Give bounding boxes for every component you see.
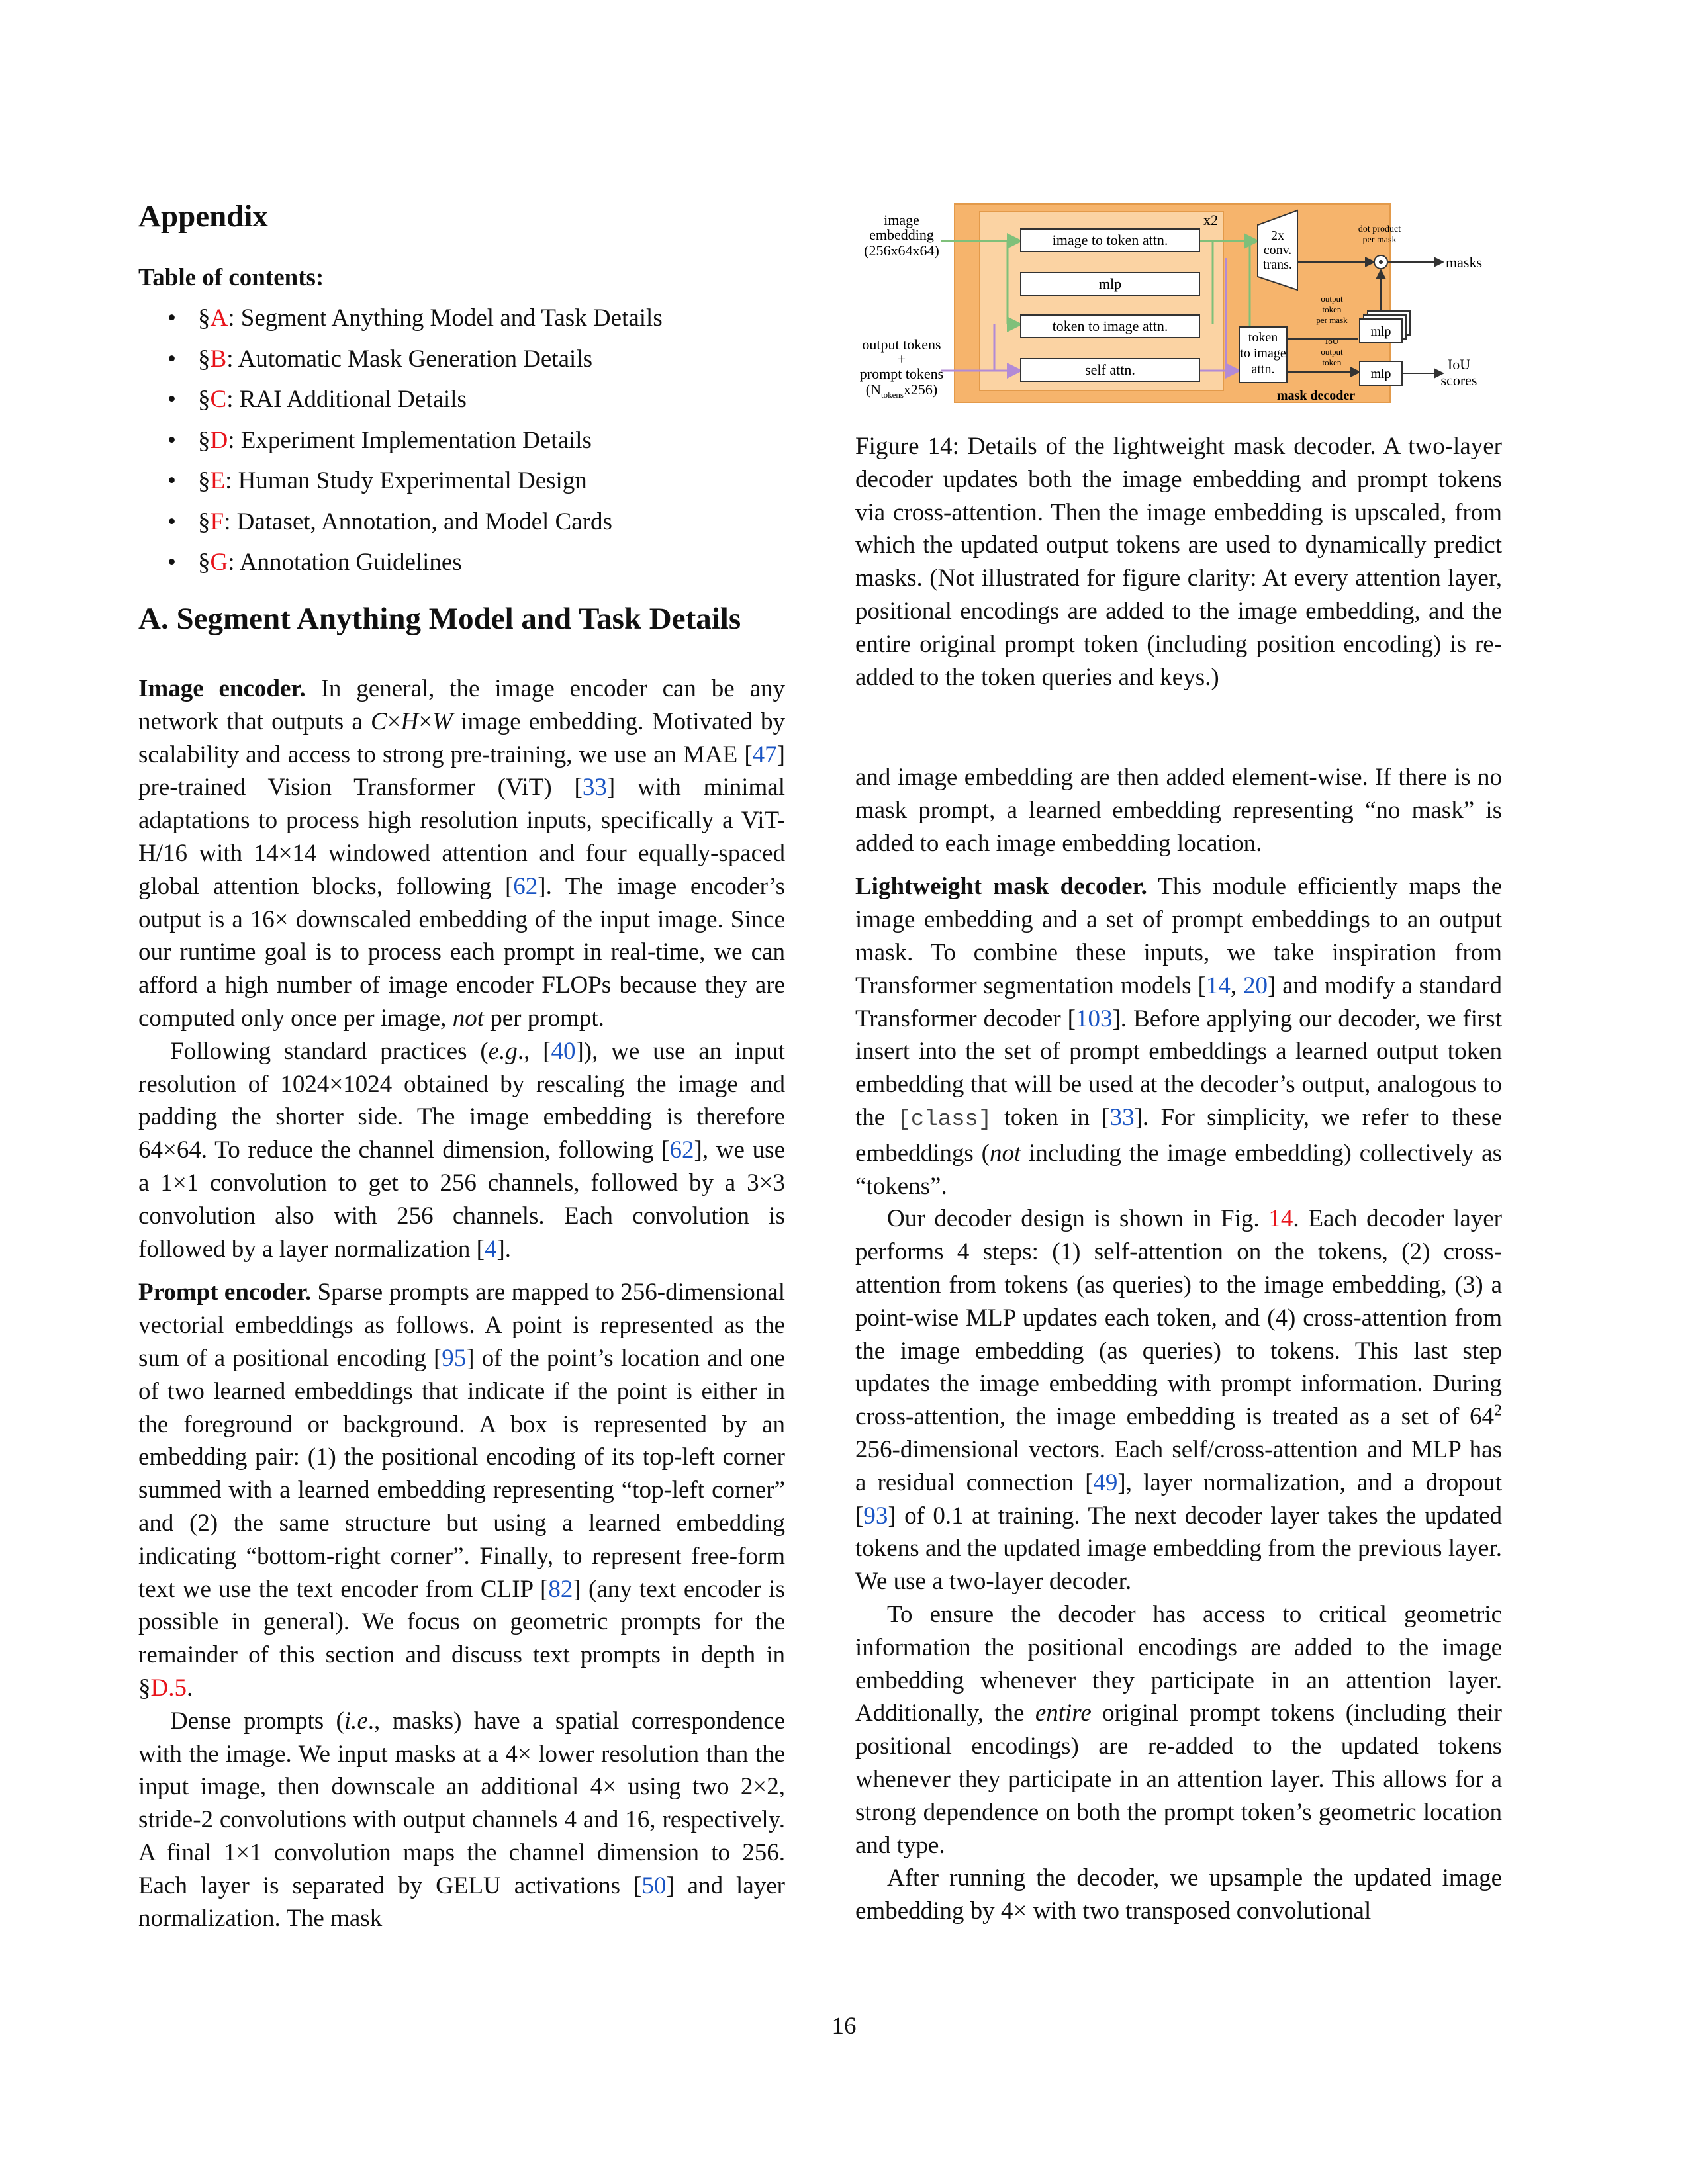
- section-heading: A. Segment Anything Model and Task Details: [138, 602, 741, 636]
- tokens-label: +: [897, 351, 906, 367]
- paragraph: To ensure the decoder has access to critical geometric information the positional encodings are added to the image embedding whenever they participate in an attention layer. Additionally, the entire original prompt tokens (including their positional encodings) are re-added to the updated tokens whenever they participate in an attention layer. This allows for a strong dependence on both the prompt token’s geometric location and type.: [855, 1600, 1502, 1859]
- paragraph: Lightweight mask decoder. This module efficiently maps the image embedding and a set of prompt embeddings to an output mask. To combine these inputs, we take inspiration from Transformer segmentation models [14, 20] and modify a standard Transformer decoder [103]. Before applying our decoder, we first insert into the set of prompt embeddings a learned output token embedding that will be used at the decoder’s output, analogous to the [class] token in [33]. For simplicity, we refer to these embeddings (not including the image embedding) collectively as “tokens”.: [855, 873, 1502, 1200]
- svg-text:output: output: [1321, 347, 1343, 357]
- svg-text:per mask: per mask: [1362, 235, 1397, 245]
- toc-link[interactable]: E: [210, 467, 226, 494]
- table-of-contents: [138, 298, 663, 583]
- toc-item[interactable]: • §A: Segment Anything Model and Task Details: [138, 298, 663, 339]
- svg-text:per mask: per mask: [1316, 315, 1348, 325]
- block-mlp: mlp: [1098, 275, 1122, 292]
- repeat-label: x2: [1203, 212, 1218, 228]
- svg-text:to image: to image: [1240, 346, 1286, 361]
- tokens-label: prompt tokens: [859, 365, 944, 382]
- input-label: (256x64x64): [864, 242, 939, 259]
- bullet-icon: •: [167, 426, 176, 454]
- paragraph: After running the decoder, we upsample the updated image embedding by 4× with two transposed convolutional: [855, 1864, 1502, 1925]
- svg-text:IoU: IoU: [1325, 336, 1339, 346]
- bullet-icon: •: [167, 549, 176, 576]
- bullet-icon: •: [167, 345, 176, 373]
- toc-link[interactable]: G: [210, 549, 228, 576]
- svg-text:conv.: conv.: [1263, 243, 1292, 257]
- tokens-label: output tokens: [862, 336, 941, 353]
- decoder-label: mask decoder: [1276, 388, 1356, 403]
- tokens-label: $(N_{tokens}x256)$: [865, 381, 938, 400]
- input-label: image: [884, 212, 919, 228]
- bullet-icon: •: [167, 467, 176, 494]
- svg-text:2x: 2x: [1271, 228, 1284, 243]
- paragraph: and image embedding are then added element-wise. If there is no mask prompt, a learned embedding representing “no mask” is added to each image embedding location.: [855, 764, 1502, 857]
- toc-link[interactable]: A: [210, 304, 228, 332]
- paragraph: Our decoder design is shown in Fig. 14. Each decoder layer performs 4 steps: (1) self-attention on the tokens, (2) cross-attention from tokens (as queries) to the image embedding, (3) a point-wise MLP updates each token, and (4) cross-attention from the image embedding (as queries) to tokens. This last step updates the image embedding with prompt information. During cross-attention, the image embedding is treated as a set of $64^2$ 256-dimensional vectors. Each self/cross-attention and MLP has a residual connection [49], layer normalization, and a dropout [93] of 0.1 at training. The next decoder layer takes the updated tokens and the updated image embedding from the previous layer. We use a two-layer decoder.: [855, 1205, 1503, 1596]
- svg-text:token: token: [1322, 357, 1342, 367]
- mask-decoder-diagram: [855, 199, 1502, 417]
- svg-text:attn.: attn.: [1251, 362, 1275, 377]
- right-body-text: [855, 761, 1502, 1928]
- bullet-icon: •: [167, 508, 176, 535]
- paragraph: Dense prompts (i.e., masks) have a spatial correspondence with the image. We input masks at a 4× lower resolution than the input image, then downscale an additional 4× using two 2×2, stride-2 convolutions with output channels 4 and 16, respectively. A final 1×1 convolution maps the channel dimension to 256. Each layer is separated by GELU activations [50] and layer normalization. The mask: [138, 1707, 785, 1933]
- svg-text:output: output: [1321, 294, 1343, 304]
- svg-text:token: token: [1322, 304, 1342, 314]
- svg-text:token: token: [1248, 330, 1278, 345]
- toc-link[interactable]: F: [210, 508, 224, 535]
- block-self-attn: self attn.: [1085, 361, 1135, 378]
- toc-item[interactable]: • §G: Annotation Guidelines: [138, 542, 663, 583]
- bullet-icon: •: [167, 386, 176, 413]
- toc-item[interactable]: • §B: Automatic Mask Generation Details: [138, 339, 663, 380]
- block-token-to-image: token to image attn.: [1052, 318, 1168, 334]
- toc-item[interactable]: • §F: Dataset, Annotation, and Model Cards: [138, 502, 663, 543]
- svg-text:mlp: mlp: [1370, 367, 1391, 381]
- toc-link[interactable]: D: [210, 426, 228, 454]
- toc-link[interactable]: B: [210, 345, 227, 373]
- left-body-text: [138, 672, 785, 1935]
- iou-scores-label: scores: [1440, 372, 1477, 388]
- block-image-to-token: image to token attn.: [1052, 232, 1168, 248]
- masks-label: masks: [1446, 254, 1482, 271]
- toc-title: Table of contents:: [138, 264, 324, 291]
- figure-caption: Figure 14: Details of the lightweight mask decoder. A two-layer decoder updates both the image embedding and prompt tokens via cross-attention. Then the image embedding is upscaled, from which the updated output tokens are used to dynamically predict masks. (Not illustrated for figure clarity: At every attention layer, positional encodings are added to the image embedding, and the entire original prompt token (including position encoding) is re-added to the token queries and keys.): [855, 433, 1502, 691]
- toc-item[interactable]: • §C: RAI Additional Details: [138, 379, 663, 420]
- svg-text:trans.: trans.: [1263, 257, 1292, 272]
- paragraph: Prompt encoder. Sparse prompts are mapped to 256-dimensional vectorial embeddings as follows. A point is represented as the sum of a positional encoding [95] of the point’s location and one of two learned embeddings that indicate if the point is either in the foreground or background. A box is represented by an embedding pair: (1) the positional encoding of its top-left corner summed with a learned embedding representing “top-left corner” and (2) the same structure but using a learned embedding indicating “bottom-right corner”. Finally, to represent free-form text we use the text encoder from CLIP [82] (any text encoder is possible in general). We focus on geometric prompts for the remainder of this section and discuss text prompts in depth in §D.5.: [138, 1279, 785, 1702]
- input-label: embedding: [869, 226, 934, 243]
- paragraph: Image encoder. In general, the image encoder can be any network that outputs a C×H×W image embedding. Motivated by scalability and access to strong pre-training, we use an MAE [47] pre-trained Vision Transformer (ViT) [33] with minimal adaptations to process high resolution inputs, specifically a ViT-H/16 with 14×14 windowed attention and four equally-spaced global attention blocks, following [62]. The image encoder’s output is a 16× downscaled embedding of the input image. Since our runtime goal is to process each prompt in real-time, we can afford a high number of image encoder FLOPs because they are computed only once per image, not per prompt.: [138, 675, 786, 1032]
- bullet-icon: •: [167, 304, 176, 332]
- page-number: 16: [831, 2013, 857, 2040]
- toc-item[interactable]: • §D: Experiment Implementation Details: [138, 420, 663, 461]
- toc-link[interactable]: C: [210, 386, 227, 413]
- appendix-title: Appendix: [138, 199, 268, 234]
- svg-text:dot product: dot product: [1358, 224, 1401, 234]
- paragraph: Following standard practices (e.g., [40]), we use an input resolution of 1024×1024 obtained by rescaling the image and padding the shorter side. The image embedding is therefore 64×64. To reduce the channel dimension, following [62], we use a 1×1 convolution to get to 256 channels, followed by a 3×3 convolution also with 256 channels. Each convolution is followed by a layer normalization [4].: [138, 1037, 786, 1263]
- iou-scores-label: IoU: [1447, 356, 1471, 373]
- svg-text:mlp: mlp: [1370, 324, 1391, 339]
- toc-item[interactable]: • §E: Human Study Experimental Design: [138, 461, 663, 502]
